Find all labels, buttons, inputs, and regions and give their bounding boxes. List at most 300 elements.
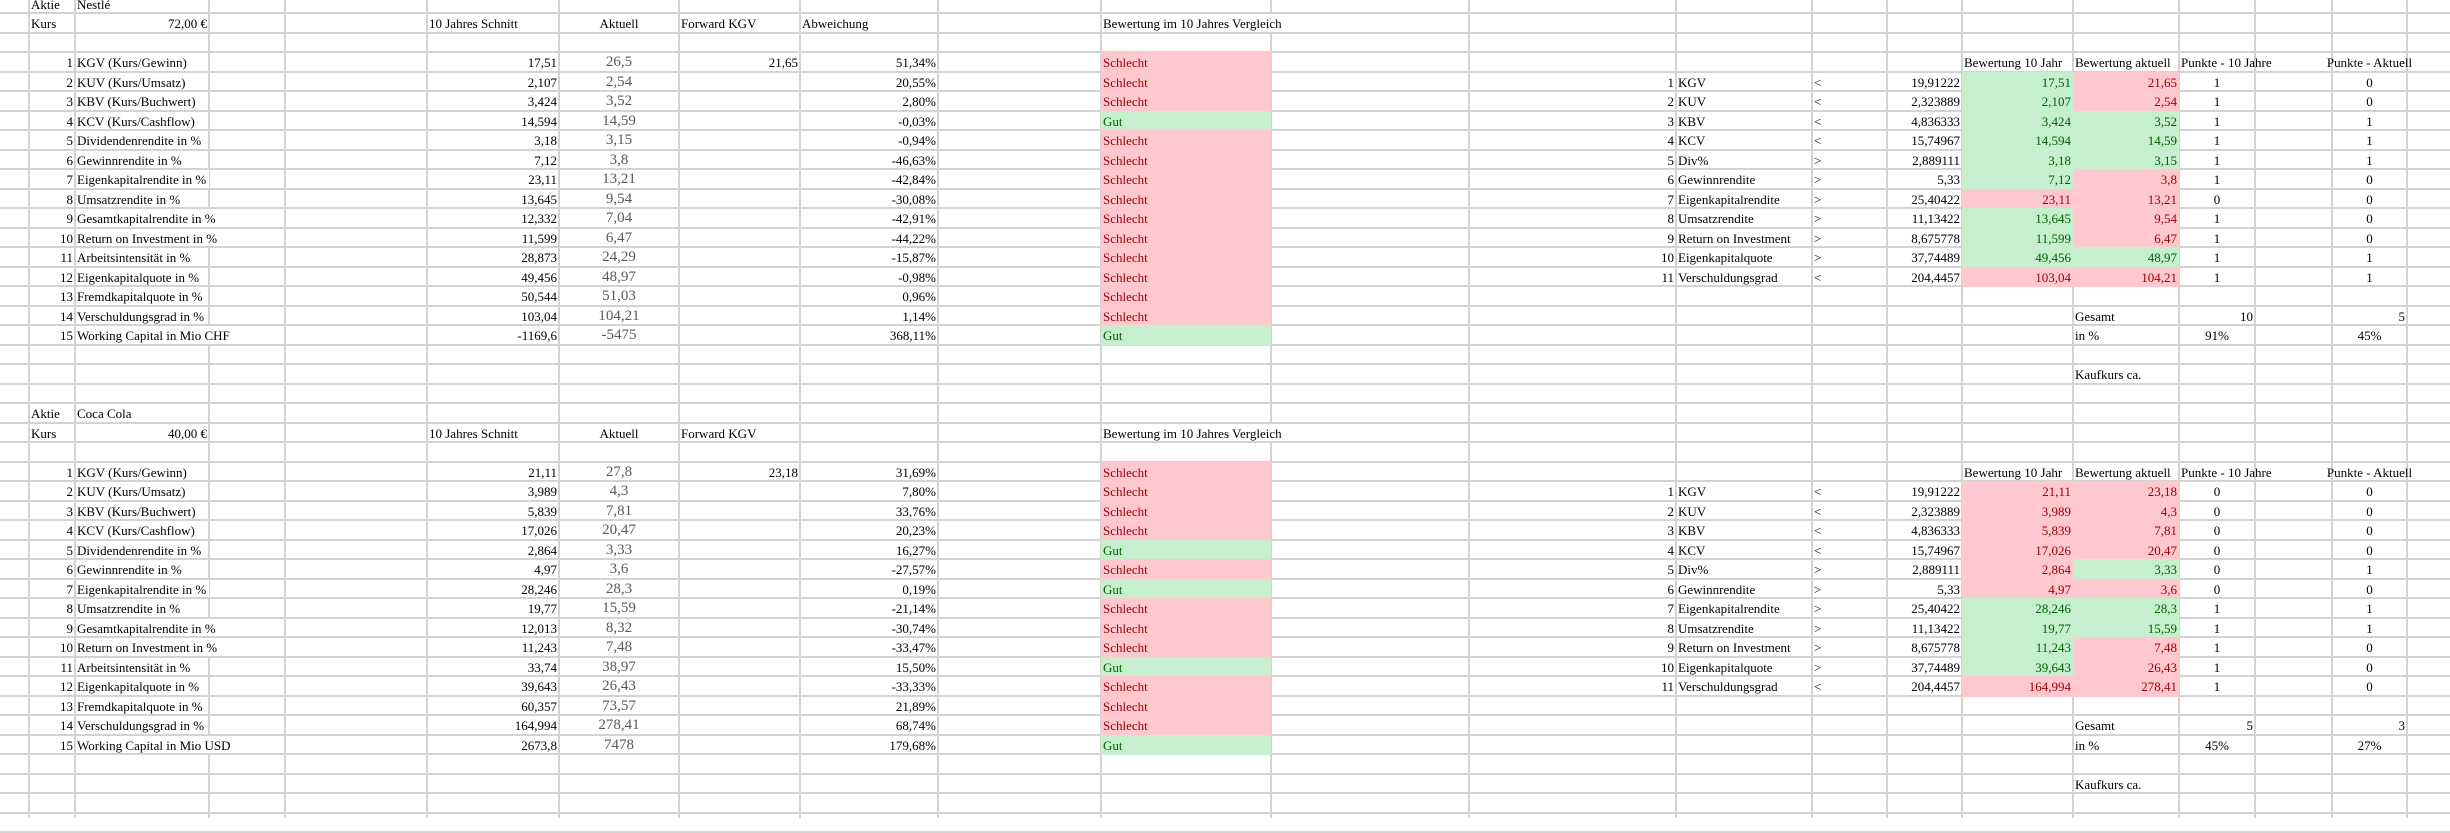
score-label[interactable] [1676, 209, 1812, 227]
metric-10y-average[interactable] [427, 229, 559, 247]
points-10-jahre[interactable] [2179, 248, 2255, 266]
rating-badge[interactable] [1101, 560, 1271, 578]
score-threshold[interactable] [1887, 190, 1962, 208]
score-value-aktuell[interactable] [2073, 521, 2179, 539]
rating-badge[interactable] [1101, 482, 1271, 500]
metric-current[interactable] [559, 619, 679, 637]
score-operator[interactable] [1812, 112, 1887, 130]
score-threshold[interactable] [1887, 638, 1962, 656]
score-value-aktuell[interactable] [2073, 112, 2179, 130]
metric-number[interactable] [29, 53, 75, 71]
rating-badge[interactable] [1101, 248, 1271, 266]
score-label[interactable] [1676, 92, 1812, 110]
percent-label[interactable] [2073, 326, 2179, 344]
score-value-aktuell[interactable] [2073, 190, 2179, 208]
kurs-label[interactable] [29, 14, 75, 32]
score-threshold[interactable] [1887, 658, 1962, 676]
metric-current[interactable] [559, 326, 679, 344]
rating-badge[interactable] [1101, 658, 1271, 676]
metric-number[interactable] [29, 248, 75, 266]
score-value-10-jahr[interactable] [1962, 268, 2073, 286]
points-aktuell[interactable] [2332, 73, 2407, 91]
score-threshold[interactable] [1887, 248, 1962, 266]
metric-current[interactable] [559, 463, 679, 481]
metric-10y-average[interactable] [427, 599, 559, 617]
points-10-jahre[interactable] [2179, 599, 2255, 617]
metric-10y-average[interactable] [427, 268, 559, 286]
score-operator[interactable] [1812, 131, 1887, 149]
points-10-jahre[interactable] [2179, 73, 2255, 91]
metric-current[interactable] [559, 736, 679, 754]
score-label[interactable] [1676, 599, 1812, 617]
score-threshold[interactable] [1887, 73, 1962, 91]
metric-label[interactable] [75, 560, 209, 578]
points-aktuell[interactable] [2332, 190, 2407, 208]
header-bewertung-10-jahr[interactable] [1962, 463, 2073, 481]
metric-deviation[interactable] [800, 151, 938, 169]
points-aktuell[interactable] [2332, 131, 2407, 149]
points-10-jahre[interactable] [2179, 619, 2255, 637]
header-punkte-10-jahre[interactable] [2179, 463, 2272, 481]
score-label[interactable] [1676, 619, 1812, 637]
score-operator[interactable] [1812, 541, 1887, 559]
metric-deviation[interactable] [800, 53, 938, 71]
score-value-10-jahr[interactable] [1962, 170, 2073, 188]
score-operator[interactable] [1812, 209, 1887, 227]
metric-current[interactable] [559, 209, 679, 227]
metric-10y-average[interactable] [427, 248, 559, 266]
metric-number[interactable] [29, 502, 75, 520]
metric-current[interactable] [559, 580, 679, 598]
score-value-10-jahr[interactable] [1962, 92, 2073, 110]
metric-current[interactable] [559, 658, 679, 676]
points-10-jahre[interactable] [2179, 112, 2255, 130]
header-aktuell[interactable] [559, 424, 679, 442]
metric-deviation[interactable] [800, 541, 938, 559]
metric-number[interactable] [29, 307, 75, 325]
metric-label[interactable] [75, 463, 209, 481]
header-punkte-10-jahre[interactable] [2179, 53, 2272, 71]
score-operator[interactable] [1812, 658, 1887, 676]
score-value-aktuell[interactable] [2073, 599, 2179, 617]
metric-deviation[interactable] [800, 326, 938, 344]
metric-current[interactable] [559, 502, 679, 520]
metric-deviation[interactable] [800, 209, 938, 227]
metric-number[interactable] [29, 151, 75, 169]
metric-deviation[interactable] [800, 131, 938, 149]
metric-label[interactable] [75, 677, 209, 695]
aktie-label[interactable] [29, 404, 75, 422]
score-operator[interactable] [1812, 190, 1887, 208]
rating-badge[interactable] [1101, 677, 1271, 695]
score-label[interactable] [1676, 190, 1812, 208]
points-aktuell[interactable] [2332, 151, 2407, 169]
metric-current[interactable] [559, 521, 679, 539]
rating-badge[interactable] [1101, 716, 1271, 734]
rating-badge[interactable] [1101, 73, 1271, 91]
header-bewertung[interactable] [1101, 424, 1282, 442]
score-value-aktuell[interactable] [2073, 502, 2179, 520]
score-number[interactable] [1469, 209, 1676, 227]
metric-label[interactable] [75, 307, 209, 325]
metric-10y-average[interactable] [427, 112, 559, 130]
metric-label[interactable] [75, 190, 209, 208]
aktie-label[interactable] [29, 0, 75, 12]
score-number[interactable] [1469, 560, 1676, 578]
rating-badge[interactable] [1101, 190, 1271, 208]
score-value-10-jahr[interactable] [1962, 229, 2073, 247]
score-label[interactable] [1676, 638, 1812, 656]
points-aktuell[interactable] [2332, 599, 2407, 617]
score-threshold[interactable] [1887, 209, 1962, 227]
points-aktuell[interactable] [2332, 541, 2407, 559]
metric-current[interactable] [559, 170, 679, 188]
score-number[interactable] [1469, 658, 1676, 676]
score-label[interactable] [1676, 560, 1812, 578]
score-threshold[interactable] [1887, 482, 1962, 500]
score-operator[interactable] [1812, 73, 1887, 91]
metric-label[interactable] [75, 697, 209, 715]
metric-number[interactable] [29, 521, 75, 539]
score-number[interactable] [1469, 268, 1676, 286]
metric-label[interactable] [75, 658, 209, 676]
score-value-10-jahr[interactable] [1962, 560, 2073, 578]
score-threshold[interactable] [1887, 131, 1962, 149]
metric-label[interactable] [75, 268, 209, 286]
metric-current[interactable] [559, 248, 679, 266]
points-aktuell[interactable] [2332, 580, 2407, 598]
score-value-aktuell[interactable] [2073, 658, 2179, 676]
metric-label[interactable] [75, 521, 209, 539]
metric-deviation[interactable] [800, 580, 938, 598]
metric-number[interactable] [29, 170, 75, 188]
metric-deviation[interactable] [800, 112, 938, 130]
metric-deviation[interactable] [800, 170, 938, 188]
score-value-aktuell[interactable] [2073, 580, 2179, 598]
score-value-10-jahr[interactable] [1962, 599, 2073, 617]
score-threshold[interactable] [1887, 580, 1962, 598]
score-number[interactable] [1469, 638, 1676, 656]
score-value-aktuell[interactable] [2073, 73, 2179, 91]
score-value-aktuell[interactable] [2073, 541, 2179, 559]
score-operator[interactable] [1812, 482, 1887, 500]
metric-current[interactable] [559, 307, 679, 325]
score-threshold[interactable] [1887, 560, 1962, 578]
metric-deviation[interactable] [800, 92, 938, 110]
metric-label[interactable] [75, 209, 216, 227]
metric-current[interactable] [559, 541, 679, 559]
score-value-10-jahr[interactable] [1962, 580, 2073, 598]
score-value-10-jahr[interactable] [1962, 638, 2073, 656]
metric-label[interactable] [75, 229, 218, 247]
score-number[interactable] [1469, 92, 1676, 110]
score-value-aktuell[interactable] [2073, 560, 2179, 578]
metric-number[interactable] [29, 716, 75, 734]
metric-10y-average[interactable] [427, 580, 559, 598]
score-number[interactable] [1469, 248, 1676, 266]
metric-number[interactable] [29, 697, 75, 715]
score-value-10-jahr[interactable] [1962, 619, 2073, 637]
metric-label[interactable] [75, 53, 209, 71]
percent-10-jahre[interactable] [2179, 326, 2255, 344]
points-10-jahre[interactable] [2179, 151, 2255, 169]
score-label[interactable] [1676, 482, 1812, 500]
score-value-aktuell[interactable] [2073, 268, 2179, 286]
score-operator[interactable] [1812, 502, 1887, 520]
score-label[interactable] [1676, 268, 1812, 286]
header-forward-kgv[interactable] [679, 424, 800, 442]
metric-number[interactable] [29, 736, 75, 754]
points-aktuell[interactable] [2332, 209, 2407, 227]
metric-number[interactable] [29, 209, 75, 227]
score-value-aktuell[interactable] [2073, 677, 2179, 695]
score-value-10-jahr[interactable] [1962, 190, 2073, 208]
rating-badge[interactable] [1101, 580, 1271, 598]
header-10-jahres-schnitt[interactable] [427, 424, 559, 442]
rating-badge[interactable] [1101, 326, 1271, 344]
score-value-aktuell[interactable] [2073, 209, 2179, 227]
points-aktuell[interactable] [2332, 658, 2407, 676]
metric-label[interactable] [75, 92, 209, 110]
score-value-10-jahr[interactable] [1962, 502, 2073, 520]
score-threshold[interactable] [1887, 521, 1962, 539]
metric-current[interactable] [559, 268, 679, 286]
score-value-10-jahr[interactable] [1962, 112, 2073, 130]
metric-number[interactable] [29, 541, 75, 559]
gesamt-aktuell[interactable] [2332, 716, 2407, 734]
metric-label[interactable] [75, 151, 209, 169]
score-operator[interactable] [1812, 560, 1887, 578]
metric-10y-average[interactable] [427, 658, 559, 676]
metric-deviation[interactable] [800, 502, 938, 520]
metric-deviation[interactable] [800, 599, 938, 617]
metric-10y-average[interactable] [427, 736, 559, 754]
rating-badge[interactable] [1101, 92, 1271, 110]
metric-deviation[interactable] [800, 248, 938, 266]
percent-aktuell[interactable] [2332, 326, 2407, 344]
score-operator[interactable] [1812, 580, 1887, 598]
metric-deviation[interactable] [800, 677, 938, 695]
metric-10y-average[interactable] [427, 482, 559, 500]
rating-badge[interactable] [1101, 307, 1271, 325]
score-operator[interactable] [1812, 92, 1887, 110]
metric-number[interactable] [29, 131, 75, 149]
metric-deviation[interactable] [800, 638, 938, 656]
metric-label[interactable] [75, 541, 209, 559]
score-label[interactable] [1676, 658, 1812, 676]
metric-10y-average[interactable] [427, 463, 559, 481]
points-aktuell[interactable] [2332, 482, 2407, 500]
score-number[interactable] [1469, 73, 1676, 91]
kaufkurs-label[interactable] [2073, 365, 2179, 383]
rating-badge[interactable] [1101, 209, 1271, 227]
metric-label[interactable] [75, 112, 209, 130]
score-number[interactable] [1469, 580, 1676, 598]
metric-current[interactable] [559, 92, 679, 110]
gesamt-label[interactable] [2073, 307, 2179, 325]
metric-10y-average[interactable] [427, 307, 559, 325]
kurs-value[interactable] [75, 14, 209, 32]
metric-number[interactable] [29, 580, 75, 598]
forward-kgv-value[interactable] [679, 463, 800, 481]
metric-label[interactable] [75, 287, 209, 305]
score-threshold[interactable] [1887, 229, 1962, 247]
points-aktuell[interactable] [2332, 638, 2407, 656]
points-10-jahre[interactable] [2179, 190, 2255, 208]
score-label[interactable] [1676, 248, 1812, 266]
header-aktuell[interactable] [559, 14, 679, 32]
header-bewertung[interactable] [1101, 14, 1282, 32]
points-aktuell[interactable] [2332, 229, 2407, 247]
points-10-jahre[interactable] [2179, 521, 2255, 539]
score-label[interactable] [1676, 112, 1812, 130]
score-label[interactable] [1676, 502, 1812, 520]
score-operator[interactable] [1812, 521, 1887, 539]
metric-deviation[interactable] [800, 482, 938, 500]
score-value-aktuell[interactable] [2073, 229, 2179, 247]
metric-10y-average[interactable] [427, 170, 559, 188]
metric-number[interactable] [29, 112, 75, 130]
metric-number[interactable] [29, 229, 75, 247]
score-operator[interactable] [1812, 268, 1887, 286]
metric-label[interactable] [75, 736, 231, 754]
header-bewertung-10-jahr[interactable] [1962, 53, 2073, 71]
score-operator[interactable] [1812, 619, 1887, 637]
rating-badge[interactable] [1101, 502, 1271, 520]
metric-current[interactable] [559, 190, 679, 208]
score-value-aktuell[interactable] [2073, 170, 2179, 188]
metric-current[interactable] [559, 560, 679, 578]
score-value-10-jahr[interactable] [1962, 677, 2073, 695]
rating-badge[interactable] [1101, 541, 1271, 559]
points-10-jahre[interactable] [2179, 170, 2255, 188]
score-value-aktuell[interactable] [2073, 248, 2179, 266]
metric-current[interactable] [559, 677, 679, 695]
points-10-jahre[interactable] [2179, 638, 2255, 656]
score-label[interactable] [1676, 541, 1812, 559]
metric-10y-average[interactable] [427, 502, 559, 520]
header-punkte-aktuell[interactable] [2292, 53, 2447, 71]
score-operator[interactable] [1812, 151, 1887, 169]
metric-number[interactable] [29, 677, 75, 695]
metric-current[interactable] [559, 482, 679, 500]
score-value-10-jahr[interactable] [1962, 73, 2073, 91]
header-punkte-aktuell[interactable] [2292, 463, 2447, 481]
score-label[interactable] [1676, 151, 1812, 169]
metric-number[interactable] [29, 463, 75, 481]
rating-badge[interactable] [1101, 619, 1271, 637]
rating-badge[interactable] [1101, 599, 1271, 617]
metric-deviation[interactable] [800, 521, 938, 539]
rating-badge[interactable] [1101, 112, 1271, 130]
points-10-jahre[interactable] [2179, 502, 2255, 520]
metric-deviation[interactable] [800, 229, 938, 247]
points-aktuell[interactable] [2332, 268, 2407, 286]
metric-number[interactable] [29, 92, 75, 110]
points-10-jahre[interactable] [2179, 677, 2255, 695]
metric-number[interactable] [29, 658, 75, 676]
metric-label[interactable] [75, 482, 209, 500]
points-aktuell[interactable] [2332, 619, 2407, 637]
metric-number[interactable] [29, 73, 75, 91]
rating-badge[interactable] [1101, 287, 1271, 305]
metric-label[interactable] [75, 170, 209, 188]
score-value-10-jahr[interactable] [1962, 658, 2073, 676]
gesamt-label[interactable] [2073, 716, 2179, 734]
metric-label[interactable] [75, 326, 230, 344]
metric-number[interactable] [29, 619, 75, 637]
score-number[interactable] [1469, 151, 1676, 169]
points-10-jahre[interactable] [2179, 580, 2255, 598]
metric-number[interactable] [29, 287, 75, 305]
score-operator[interactable] [1812, 229, 1887, 247]
metric-10y-average[interactable] [427, 541, 559, 559]
metric-10y-average[interactable] [427, 209, 559, 227]
metric-10y-average[interactable] [427, 190, 559, 208]
score-value-10-jahr[interactable] [1962, 541, 2073, 559]
percent-aktuell[interactable] [2332, 736, 2407, 754]
score-label[interactable] [1676, 677, 1812, 695]
score-value-aktuell[interactable] [2073, 619, 2179, 637]
metric-current[interactable] [559, 638, 679, 656]
metric-current[interactable] [559, 151, 679, 169]
rating-badge[interactable] [1101, 736, 1271, 754]
metric-deviation[interactable] [800, 268, 938, 286]
points-10-jahre[interactable] [2179, 658, 2255, 676]
gesamt-10-jahre[interactable] [2179, 307, 2255, 325]
rating-badge[interactable] [1101, 521, 1271, 539]
metric-current[interactable] [559, 131, 679, 149]
points-10-jahre[interactable] [2179, 131, 2255, 149]
score-number[interactable] [1469, 112, 1676, 130]
score-label[interactable] [1676, 73, 1812, 91]
metric-number[interactable] [29, 638, 75, 656]
metric-10y-average[interactable] [427, 131, 559, 149]
metric-10y-average[interactable] [427, 638, 559, 656]
metric-number[interactable] [29, 268, 75, 286]
metric-10y-average[interactable] [427, 53, 559, 71]
metric-deviation[interactable] [800, 190, 938, 208]
gesamt-10-jahre[interactable] [2179, 716, 2255, 734]
metric-label[interactable] [75, 502, 209, 520]
score-operator[interactable] [1812, 170, 1887, 188]
points-aktuell[interactable] [2332, 112, 2407, 130]
score-label[interactable] [1676, 521, 1812, 539]
score-number[interactable] [1469, 170, 1676, 188]
points-aktuell[interactable] [2332, 248, 2407, 266]
metric-label[interactable] [75, 619, 216, 637]
metric-number[interactable] [29, 560, 75, 578]
metric-number[interactable] [29, 190, 75, 208]
score-number[interactable] [1469, 190, 1676, 208]
score-operator[interactable] [1812, 677, 1887, 695]
score-value-10-jahr[interactable] [1962, 209, 2073, 227]
kurs-label[interactable] [29, 424, 75, 442]
score-number[interactable] [1469, 541, 1676, 559]
score-threshold[interactable] [1887, 619, 1962, 637]
percent-label[interactable] [2073, 736, 2179, 754]
metric-deviation[interactable] [800, 697, 938, 715]
rating-badge[interactable] [1101, 53, 1271, 71]
header-10-jahres-schnitt[interactable] [427, 14, 559, 32]
metric-deviation[interactable] [800, 463, 938, 481]
points-aktuell[interactable] [2332, 560, 2407, 578]
score-operator[interactable] [1812, 248, 1887, 266]
metric-10y-average[interactable] [427, 73, 559, 91]
rating-badge[interactable] [1101, 268, 1271, 286]
stock-name[interactable] [75, 0, 209, 12]
score-number[interactable] [1469, 677, 1676, 695]
